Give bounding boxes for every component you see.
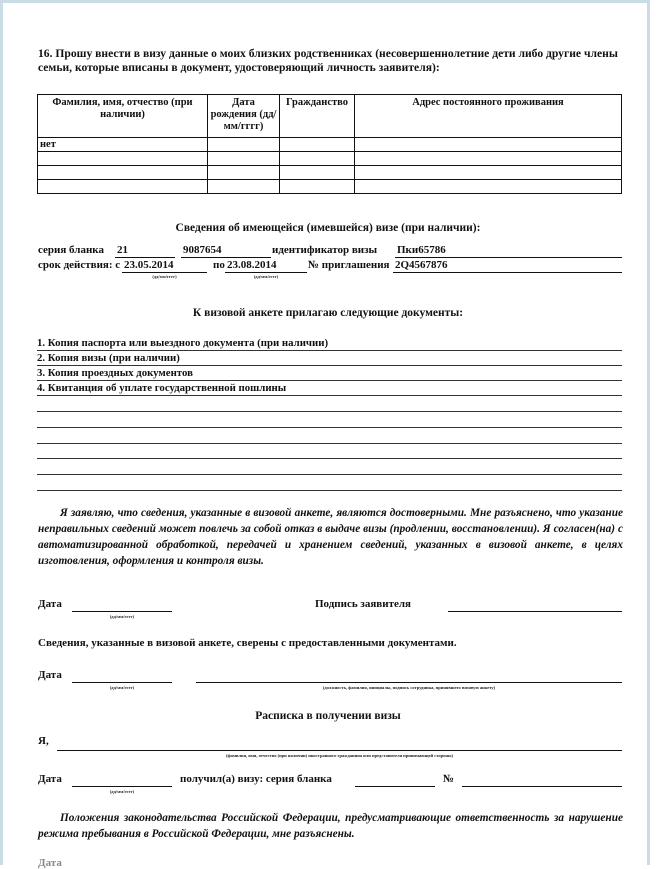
valid-from-hint: (дд/мм/гггг) — [152, 274, 177, 279]
cell-address[interactable] — [355, 138, 622, 152]
visa-id-value[interactable]: Пки65786 — [397, 244, 446, 256]
validity-label: срок действия: с — [38, 259, 121, 271]
relatives-table-header — [38, 95, 622, 138]
verification-date-label: Дата — [38, 669, 62, 681]
receipt-name-hint: (фамилия, имя, отчество (при наличии) иностранного гражданина или представителя принимающей стороны) — [225, 753, 454, 758]
visa-id-underline — [395, 257, 622, 258]
valid-to-hint: (дд/мм/гггг) — [253, 274, 279, 279]
cell-name[interactable] — [38, 180, 208, 194]
number-underline — [181, 257, 271, 258]
doc-blank-line[interactable] — [37, 458, 622, 459]
col-header-citizenship: Гражданство — [280, 95, 355, 138]
cell-citizenship[interactable] — [280, 138, 355, 152]
cell-address[interactable] — [355, 166, 622, 180]
table-row — [38, 138, 622, 152]
table-row — [38, 166, 622, 180]
receipt-date-field[interactable] — [72, 786, 172, 787]
applicant-date-hint: (дд/мм/гггг) — [109, 614, 135, 619]
verification-text: Сведения, указанные в визовой анкете, сверены с предоставленными документами. — [38, 637, 457, 649]
cell-name[interactable]: нет — [38, 138, 208, 152]
cell-citizenship[interactable] — [280, 166, 355, 180]
law-notice-text: Положения законодательства Российской Федерации, предусматривающие ответственность за нарушение режима пребывания в Российской Федерации, мне разъяснены. — [38, 812, 623, 840]
doc-blank-line[interactable] — [37, 490, 622, 491]
receipt-date-hint: (дд/мм/гггг) — [109, 789, 135, 794]
section-16-text: 16. Прошу внести в визу данные о моих близких родственниках (несовершеннолетние дети либо другие члены семьи, которые вписаны в документ, удостоверяющий личность заявителя): — [38, 47, 618, 74]
invitation-label: № приглашения — [308, 259, 390, 271]
valid-to-underline — [225, 272, 307, 273]
cell-birthdate[interactable] — [208, 166, 280, 180]
to-label: по — [213, 259, 225, 271]
col-header-birthdate: Дата рождения (дд/мм/гггг) — [208, 95, 280, 138]
cell-citizenship[interactable] — [280, 152, 355, 166]
signature-label: Подпись заявителя — [315, 598, 411, 610]
relatives-table — [37, 94, 622, 194]
valid-from-underline — [122, 272, 207, 273]
table-row — [38, 180, 622, 194]
receipt-number-field[interactable] — [462, 786, 622, 787]
col-header-address: Адрес постоянного проживания — [355, 95, 622, 138]
doc-blank-line[interactable] — [37, 443, 622, 444]
invitation-value[interactable]: 2Q4567876 — [395, 259, 448, 271]
declaration-text: Я заявляю, что сведения, указанные в визовой анкете, являются достоверными. Мне разъяснено, что указание неправильных сведений может повлечь за собой отказ в выдаче визы (продлении, восстановлении). Я согласен(на) с автоматизированной обработкой, передачей и хранением сведений, указанных в визовой анкете, в целях изготовления, оформления и контроля визы. — [38, 507, 623, 567]
cell-birthdate[interactable] — [208, 180, 280, 194]
series-underline — [115, 257, 175, 258]
receipt-i-label: Я, — [38, 735, 49, 747]
footer-cut-text: Дата — [38, 857, 62, 869]
doc-item: 1. Копия паспорта или выездного документа (при наличии) — [37, 337, 622, 351]
valid-from-value[interactable]: 23.05.2014 — [124, 259, 174, 271]
signature-field[interactable] — [448, 611, 622, 612]
cell-birthdate[interactable] — [208, 152, 280, 166]
col-header-name: Фамилия, имя, отчество (при наличии) — [38, 95, 208, 138]
receipt-name-field[interactable] — [57, 750, 622, 751]
receipt-date-label: Дата — [38, 773, 62, 785]
doc-blank-line[interactable] — [37, 474, 622, 475]
number-value[interactable]: 9087654 — [183, 244, 222, 256]
doc-item: 2. Копия визы (при наличии) — [37, 352, 622, 366]
cell-citizenship[interactable] — [280, 180, 355, 194]
cell-name[interactable] — [38, 152, 208, 166]
invitation-underline — [393, 272, 622, 273]
officer-hint: (должность, фамилия, инициалы, подпись сотрудника, принявшего визовую анкету) — [322, 685, 496, 690]
doc-item: 3. Копия проездных документов — [37, 367, 622, 381]
series-label: серия бланка — [38, 244, 104, 256]
applicant-date-label: Дата — [38, 598, 62, 610]
existing-visa-title: Сведения об имеющейся (имевшейся) визе (при наличии): — [175, 222, 481, 234]
doc-item: 4. Квитанция об уплате государственной пошлины — [37, 382, 622, 396]
receipt-series-field[interactable] — [355, 786, 435, 787]
applicant-date-field[interactable] — [72, 611, 172, 612]
cell-name[interactable] — [38, 166, 208, 180]
series-value[interactable]: 21 — [117, 244, 128, 256]
attached-docs-title: К визовой анкете прилагаю следующие документы: — [192, 307, 464, 319]
received-label: получил(а) визу: серия бланка — [180, 773, 332, 785]
cell-address[interactable] — [355, 180, 622, 194]
doc-blank-line[interactable] — [37, 427, 622, 428]
cell-address[interactable] — [355, 152, 622, 166]
doc-blank-line[interactable] — [37, 411, 622, 412]
receipt-title: Расписка в получении визы — [255, 710, 401, 722]
table-row — [38, 152, 622, 166]
visa-id-label: идентификатор визы — [272, 244, 378, 256]
verification-date-hint: (дд/мм/гггг) — [109, 685, 135, 690]
verification-date-field[interactable] — [72, 682, 172, 683]
officer-field[interactable] — [196, 682, 622, 683]
valid-to-value[interactable]: 23.08.2014 — [227, 259, 277, 271]
receipt-number-label: № — [443, 773, 455, 785]
cell-birthdate[interactable] — [208, 138, 280, 152]
